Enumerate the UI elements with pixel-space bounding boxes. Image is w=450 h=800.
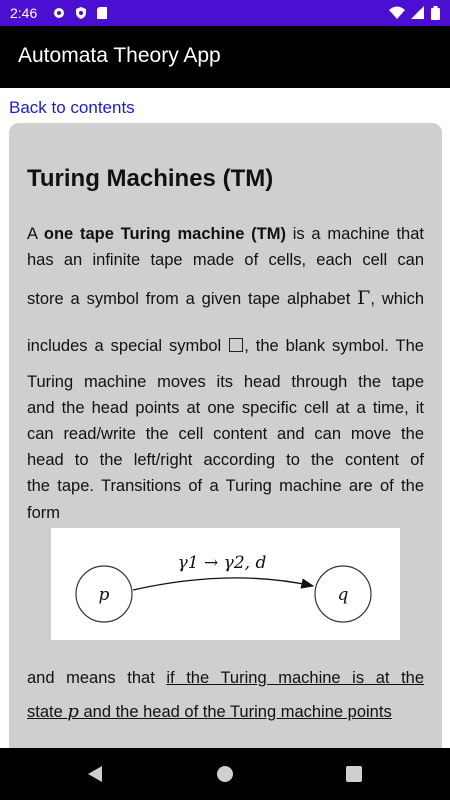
underlined-text: if the Turing machine is at the	[166, 669, 424, 687]
paragraph-line: the tape. Transitions of a Turing machine are of the	[27, 477, 424, 495]
app-title: Automata Theory App	[18, 44, 221, 67]
paragraph-line: and the head points at one specific cell at a time, it	[27, 399, 424, 417]
state-p-label: p	[98, 585, 110, 605]
state-p-inline: p	[67, 701, 79, 722]
state-q	[315, 566, 371, 622]
paragraph-line: form	[27, 504, 60, 522]
recents-icon[interactable]	[345, 764, 363, 784]
back-to-contents-link[interactable]: Back to contents	[9, 98, 135, 117]
sd-card-icon	[96, 6, 108, 20]
paragraph-line: includes a special symbol , the blank symbol. The	[27, 337, 424, 355]
paragraph-line: can read/write the cell content and can move the	[27, 425, 424, 443]
bold-term: one tape Turing machine (TM)	[43, 225, 286, 243]
transition-label: γ1 → γ2, d	[177, 553, 267, 573]
paragraph-line: Turing machine moves its head through the tape	[27, 373, 424, 391]
paragraph-line: has an infinite tape made of cells, each cell can	[27, 251, 424, 269]
paragraph-line: store a symbol from a given tape alphabet Γ, which	[27, 287, 425, 309]
battery-icon	[431, 6, 440, 20]
wifi-icon	[389, 6, 405, 20]
gamma-symbol: Γ	[357, 287, 371, 309]
section-title: Turing Machines (TM)	[27, 165, 274, 192]
paragraph-line: and means that if the Turing machine is at the	[27, 669, 424, 687]
content-card	[9, 123, 442, 763]
paragraph-line: state p and the head of the Turing machine points	[27, 701, 392, 722]
shield-icon	[74, 6, 88, 20]
app-bar	[0, 26, 450, 88]
transition-diagram	[51, 528, 400, 640]
signal-icon	[411, 6, 425, 20]
paragraph-line: head to the left/right according to the content of	[27, 451, 424, 469]
status-bar	[0, 0, 450, 26]
paragraph-line: A one tape Turing machine (TM) is a machine that	[27, 225, 424, 243]
home-icon[interactable]	[216, 764, 234, 784]
state-p	[76, 566, 132, 622]
state-q-label: q	[337, 585, 349, 605]
gear-icon	[52, 6, 66, 20]
status-time: 2:46	[10, 5, 38, 21]
back-icon[interactable]	[86, 764, 104, 784]
navigation-bar	[0, 748, 450, 800]
blank-symbol-icon	[229, 338, 243, 352]
transition-arrow	[133, 578, 313, 590]
